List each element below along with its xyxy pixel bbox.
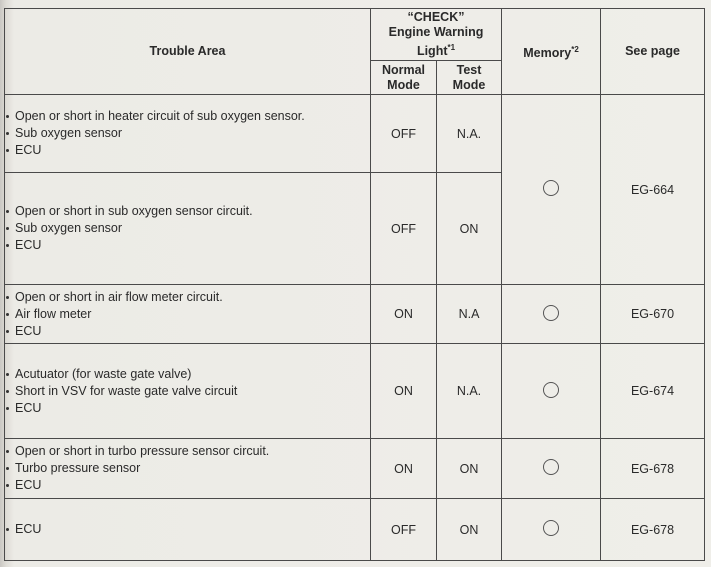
list-item: ECU (5, 477, 370, 494)
normal-mode-cell: OFF (371, 499, 437, 561)
header-trouble-area: Trouble Area (5, 9, 371, 95)
see-page-cell: EG-674 (601, 344, 705, 439)
list-item: ECU (5, 323, 370, 340)
table-row (5, 499, 705, 561)
normal-mode-cell: ON (371, 439, 437, 499)
trouble-area-cell (5, 499, 371, 561)
list-item: Sub oxygen sensor (5, 220, 370, 237)
memory-circle-icon (543, 520, 559, 536)
see-page-cell: EG-678 (601, 499, 705, 561)
memory-circle-icon (543, 180, 559, 196)
test-mode-cell: ON (437, 499, 502, 561)
table-row (5, 344, 705, 439)
header-test-mode (437, 61, 502, 95)
table-row (5, 95, 705, 173)
header-check-line3-wrap (371, 40, 501, 59)
memory-circle-icon (543, 459, 559, 475)
list-item: Acutuator (for waste gate valve) (5, 366, 370, 383)
header-check-line3: Light (416, 44, 448, 59)
trouble-list (5, 521, 370, 538)
list-item: Open or short in turbo pressure sensor circuit. (5, 443, 370, 460)
normal-mode-cell: ON (371, 285, 437, 344)
header-normal-mode-text: Normal Mode (381, 62, 426, 92)
trouble-list (5, 203, 370, 254)
memory-cell (502, 344, 601, 439)
list-item: ECU (5, 142, 370, 159)
header-check-line2: Engine Warning (388, 24, 484, 39)
header-check-sup: *1 (447, 42, 456, 52)
list-item: Turbo pressure sensor (5, 460, 370, 477)
trouble-area-cell (5, 173, 371, 285)
see-page-cell: EG-664 (601, 95, 705, 285)
trouble-list (5, 108, 370, 159)
list-item: Open or short in heater circuit of sub oxygen sensor. (5, 108, 370, 125)
table-row (5, 285, 705, 344)
trouble-area-cell (5, 285, 371, 344)
memory-circle-icon (543, 382, 559, 398)
header-test-mode-text: Test Mode (452, 62, 486, 92)
list-item: Open or short in sub oxygen sensor circuit. (5, 203, 370, 220)
trouble-list (5, 289, 370, 340)
list-item: Air flow meter (5, 306, 370, 323)
memory-cell (502, 439, 601, 499)
test-mode-cell: ON (437, 439, 502, 499)
list-item: Short in VSV for waste gate valve circuit (5, 383, 370, 400)
header-check-line1: “CHECK” (407, 9, 465, 24)
normal-mode-cell: OFF (371, 95, 437, 173)
list-item: Open or short in air flow meter circuit. (5, 289, 370, 306)
trouble-list (5, 443, 370, 494)
header-see-page: See page (601, 9, 705, 95)
list-item: ECU (5, 237, 370, 254)
see-page-cell: EG-678 (601, 439, 705, 499)
header-check-light (371, 9, 502, 61)
test-mode-cell: N.A (437, 285, 502, 344)
memory-cell (502, 285, 601, 344)
list-item: ECU (5, 400, 370, 417)
trouble-area-cell (5, 439, 371, 499)
trouble-table (4, 8, 705, 561)
memory-cell (502, 95, 601, 285)
test-mode-cell: ON (437, 173, 502, 285)
memory-cell (502, 499, 601, 561)
list-item: ECU (5, 521, 370, 538)
test-mode-cell: N.A. (437, 95, 502, 173)
trouble-list (5, 366, 370, 417)
memory-circle-icon (543, 305, 559, 321)
header-memory-sup: *2 (571, 44, 579, 54)
table-row (5, 439, 705, 499)
header-normal-mode (371, 61, 437, 95)
see-page-cell: EG-670 (601, 285, 705, 344)
normal-mode-cell: ON (371, 344, 437, 439)
list-item: Sub oxygen sensor (5, 125, 370, 142)
header-memory (502, 9, 601, 95)
header-memory-label: Memory (523, 46, 572, 61)
trouble-area-cell (5, 95, 371, 173)
trouble-area-cell (5, 344, 371, 439)
normal-mode-cell: OFF (371, 173, 437, 285)
test-mode-cell: N.A. (437, 344, 502, 439)
